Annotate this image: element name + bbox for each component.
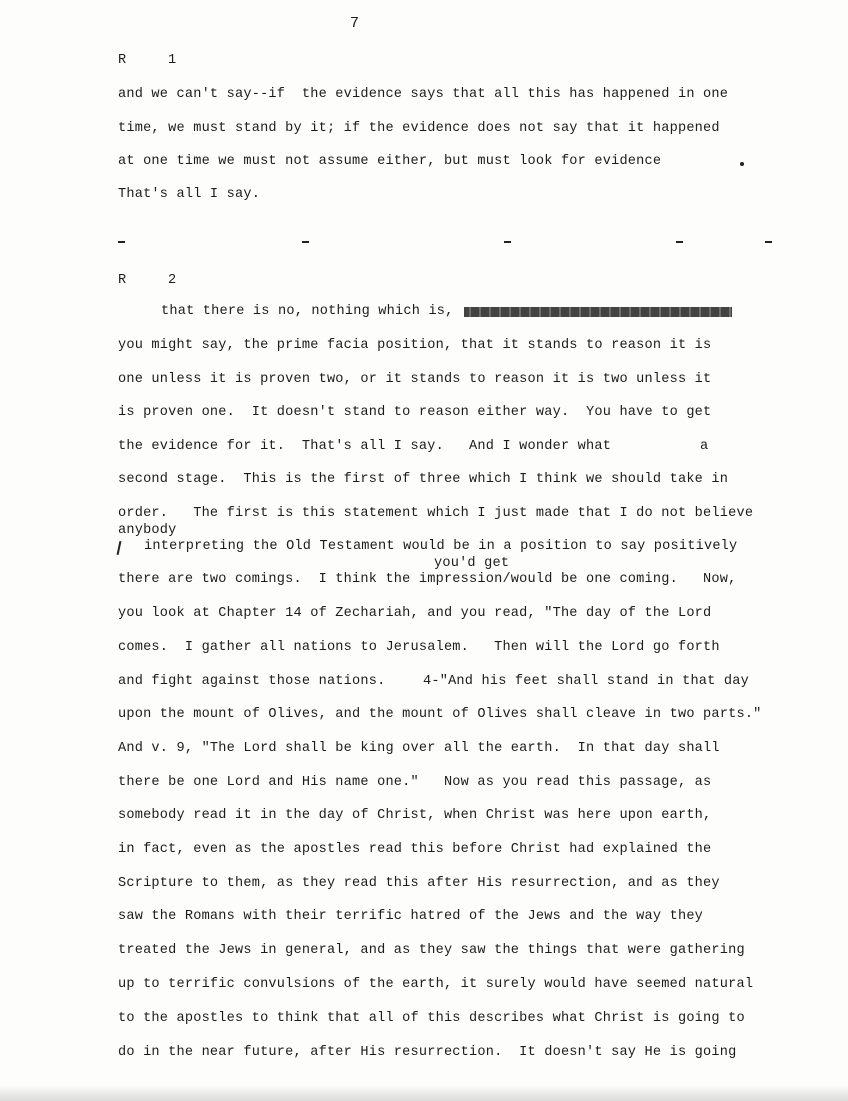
text-line: to the apostles to think that all of this describes what Christ is going to: [118, 1011, 745, 1026]
separator-dash: [118, 241, 125, 243]
text-line: 4-"And his feet shall stand in that day: [423, 674, 749, 689]
text-line: saw the Romans with their terrific hatred of the Jews and the way they: [118, 909, 704, 924]
text-line: upon the mount of Olives, and the mount of Olives shall cleave in two parts.": [118, 707, 762, 722]
interlinear-insert: you'd get: [434, 556, 510, 571]
struck-out-text: [464, 307, 732, 317]
page-number: 7: [350, 15, 360, 32]
text-line: one unless it is proven two, or it stands to reason it is two unless it: [118, 372, 712, 387]
separator-dash: [504, 241, 511, 243]
text-line: That's all I say.: [118, 187, 261, 202]
scan-edge: [0, 1085, 848, 1101]
margin-insert: a: [700, 439, 709, 454]
section-label: R: [118, 53, 127, 68]
text-line: and we can't say--if the evidence says that all this has happened in one: [118, 87, 729, 102]
text-line: you might say, the prime facia position, that it stands to reason it is: [118, 338, 712, 353]
text-line: And v. 9, "The Lord shall be king over all the earth. In that day shall: [118, 741, 720, 756]
separator-dash: [765, 241, 772, 243]
text-line: Scripture to them, as they read this after His resurrection, and as they: [118, 876, 720, 891]
text-line: do in the near future, after His resurrection. It doesn't say He is going: [118, 1045, 737, 1060]
stray-mark: [740, 162, 744, 166]
separator-dash: [676, 241, 683, 243]
text-line: time, we must stand by it; if the evidence does not say that it happened: [118, 121, 720, 136]
text-line: comes. I gather all nations to Jerusalem. Then will the Lord go forth: [118, 640, 720, 655]
text-line: there are two comings. I think the impression/would be one coming. Now,: [118, 572, 737, 587]
text-line: and fight against those nations.: [118, 674, 386, 689]
text-line: second stage. This is the first of three which I think we should take in: [118, 472, 729, 487]
text-line: there be one Lord and His name one." Now as you read this passage, as: [118, 775, 712, 790]
text-line: at one time we must not assume either, but must look for evidence: [118, 154, 662, 169]
separator-dash: [302, 241, 309, 243]
text-line: up to terrific convulsions of the earth, it surely would have seemed natural: [118, 977, 754, 992]
section-number: 2: [168, 273, 177, 288]
text-line: treated the Jews in general, and as they saw the things that were gathering: [118, 943, 745, 958]
text-line: somebody read it in the day of Christ, when Christ was here upon earth,: [118, 808, 712, 823]
text-line: you look at Chapter 14 of Zechariah, and you read, "The day of the Lord: [118, 606, 712, 621]
text-line: in fact, even as the apostles read this before Christ had explained the: [118, 842, 712, 857]
text-line: the evidence for it. That's all I say. And I wonder what: [118, 439, 612, 454]
text-line: that there is no, nothing which is,: [161, 304, 454, 319]
section-label: R: [118, 273, 127, 288]
interlinear-insert: anybody: [118, 523, 177, 538]
text-line: interpreting the Old Testament would be in a position to say positively: [144, 539, 738, 554]
insertion-mark: [117, 541, 122, 555]
section-number: 1: [168, 53, 177, 68]
text-line: order. The first is this statement which I just made that I do not believe: [118, 506, 754, 521]
text-line: is proven one. It doesn't stand to reason either way. You have to get: [118, 405, 712, 420]
